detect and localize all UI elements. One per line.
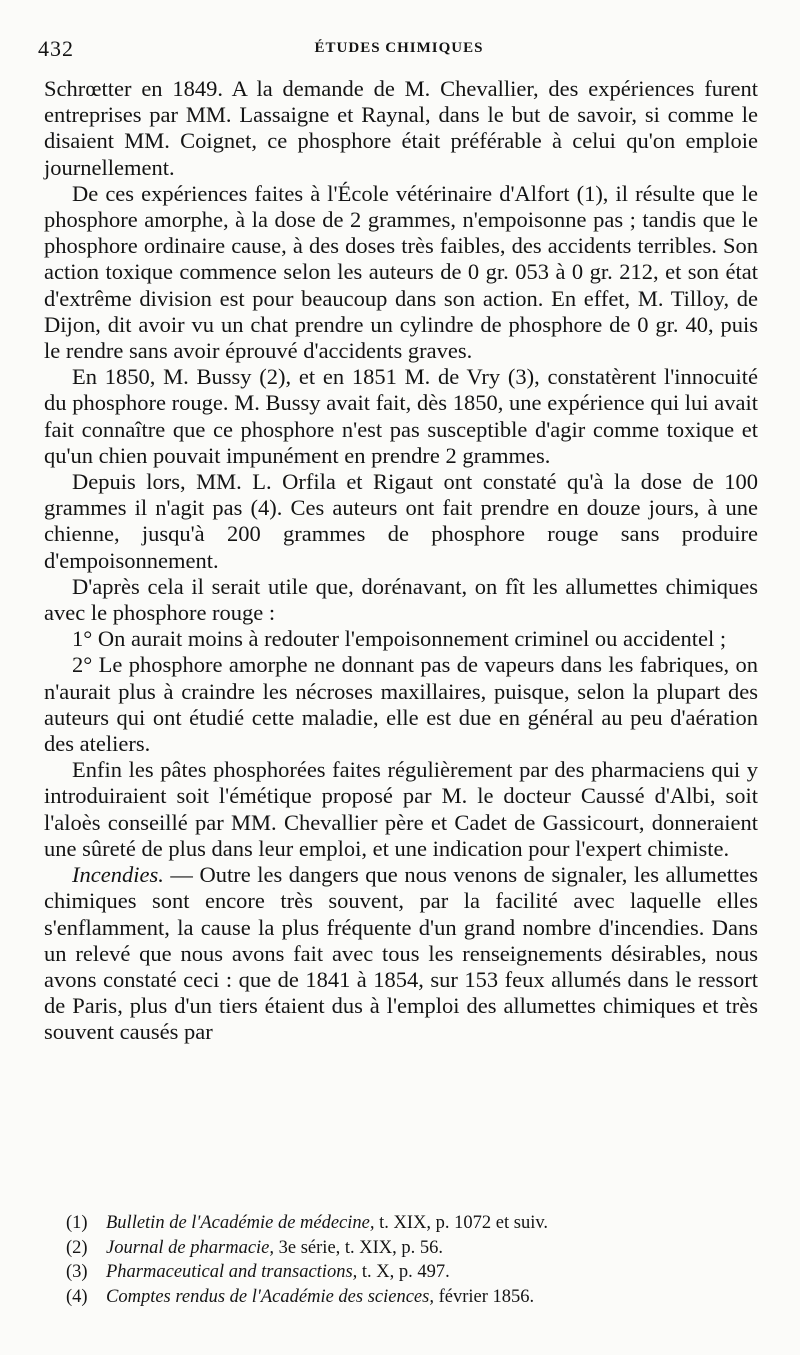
footnote-mark: (1) — [66, 1213, 88, 1233]
footnote-mark: (2) — [66, 1237, 88, 1258]
footnote-text: février 1856. — [433, 1286, 535, 1307]
footnote-title: Bulletin de l'Académie de médecine, — [106, 1213, 375, 1233]
page-number: 432 — [38, 36, 74, 61]
paragraph: En 1850, M. Bussy (2), et en 1851 M. de Vry (3), constatèrent l'innocuité du phosphore rouge. M. Bussy avait fait, dès 1850, une expérience qui lui avait fait connaître que ce phosphore n'est pas susceptible d'agir comme toxique et qu'un chien pouvait impunément en prendre 2 grammes. — [44, 364, 758, 468]
footnote — [44, 1260, 758, 1285]
footnote-mark: (3) — [66, 1262, 88, 1282]
main-text — [44, 76, 758, 1046]
footnote-mark: (4) — [66, 1286, 88, 1307]
footnote — [44, 1236, 758, 1261]
footnote-title: Journal de pharmacie, — [106, 1237, 275, 1258]
footnote-text: t. XIX, p. 1072 et suiv. — [374, 1213, 549, 1233]
page-header — [38, 36, 760, 66]
section-run-in-title: Incendies. — [72, 862, 164, 888]
footnote — [44, 1285, 758, 1310]
footnote-text: t. X, p. 497. — [357, 1262, 450, 1282]
paragraph-text: — Outre les dangers que nous venons de signaler, les allumettes chimiques sont encore très souvent, par la facilité avec laquelle elles s'enflamment, la cause la plus fréquente d'un grand nombre d'incendies. Dans un relevé que nous avons fait avec tous les renseignements désirables, nous avons constaté ceci : que de 1841 à 1854, sur 153 feux allumés dans le ressort de Paris, plus d'un tiers étaient dus à l'emploi des allumettes chimiques et très souvent causés par — [44, 862, 758, 1045]
footnote-text: 3e série, t. XIX, p. 56. — [274, 1237, 444, 1258]
footnote-title: Comptes rendus de l'Académie des sciences, — [106, 1286, 434, 1307]
footnotes — [44, 1211, 758, 1309]
paragraph: D'après cela il serait utile que, dorénavant, on fît les allumettes chimiques avec le phosphore rouge : — [44, 573, 758, 626]
paragraph: Schrœtter en 1849. A la demande de M. Chevallier, des expériences furent entreprises par MM. Lassaigne et Raynal, dans le but de savoir, si comme le disaient MM. Coignet, ce phosphore était préférable à celui qu'on emploie journellement. — [44, 76, 758, 180]
paragraph-incendies — [44, 862, 758, 1045]
paragraph: 1° On aurait moins à redouter l'empoisonnement criminel ou accidentel ; — [72, 626, 727, 652]
paragraph: Depuis lors, MM. L. Orfila et Rigaut ont constaté qu'à la dose de 100 grammes il n'agit pas (4). Ces auteurs ont fait prendre en douze jours, à une chienne, jusqu'à 200 grammes de phosphore rouge sans produire d'empoisonnement. — [44, 469, 758, 573]
footnote-title: Pharmaceutical and transactions, — [106, 1262, 358, 1282]
paragraph: Enfin les pâtes phosphorées faites régulièrement par des pharmaciens qui y introduiraient soit l'émétique proposé par M. le docteur Caussé d'Albi, soit l'aloès conseillé par MM. Chevallier père et Cadet de Gassicourt, donneraient une sûreté de plus dans leur emploi, et une indication pour l'expert chimiste. — [44, 757, 758, 861]
paragraph: De ces expériences faites à l'École vétérinaire d'Alfort (1), il résulte que le phosphore amorphe, à la dose de 2 grammes, n'empoisonne pas ; tandis que le phosphore ordinaire cause, à des doses très faibles, des accidents terribles. Son action toxique commence selon les auteurs de 0 gr. 053 à 0 gr. 212, et son état d'extrême division est pour beaucoup dans son action. En effet, M. Tilloy, de Dijon, dit avoir vu un chat prendre un cylindre de phosphore de 0 gr. 40, puis le rendre sans avoir éprouvé d'accidents graves. — [44, 180, 758, 364]
running-title: ÉTUDES CHIMIQUES — [314, 40, 484, 56]
footnote — [44, 1211, 758, 1236]
paragraph: 2° Le phosphore amorphe ne donnant pas de vapeurs dans les fabriques, on n'aurait plus à craindre les nécroses maxillaires, puisque, selon la plupart des auteurs qui ont étudié cette maladie, elle est due en général au peu d'aération des ateliers. — [44, 652, 758, 757]
